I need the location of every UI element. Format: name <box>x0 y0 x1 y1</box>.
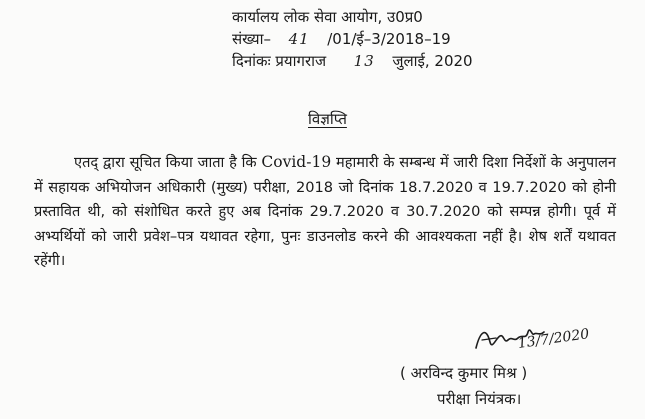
office-name: कार्यालय लोक सेवा आयोग, उ0प्र0 <box>232 8 423 26</box>
reference-number-rest: /01/ई–3/2018–19 <box>327 30 451 48</box>
issue-date-rest: जुलाई, 2020 <box>392 52 473 70</box>
notice-body-part2: महामारी के सम्बन्ध में जारी दिशा निर्देशों के अनुपालन में सहायक अभियोजन अधिकारी (मुख्य) परीक्षा, 2018 जो दिनांक 18.7.2020 व 19.7.2020 को होनी प्रस्तावित थी, को संशोधित करते हुए अब दिनांक 29.7.2020 व 30.7.2020 को सम्पन्न होगी। पूर्व में अभ्यर्थियों को जारी प्रवेश–पत्र यथावत रहेगा, पुनः डाउनलोड करने की आवश्यकता नहीं है। शेष शर्तें यथावत रहेंगी। <box>34 154 616 269</box>
signature-date: 13/7/2020 <box>516 326 591 352</box>
reference-number-label: संख्या– <box>232 30 272 48</box>
notice-body-part1: एतद् द्वारा सूचित किया जाता है कि <box>74 154 257 171</box>
issue-date <box>232 50 473 72</box>
notice-paragraph <box>34 150 616 274</box>
covid-term: Covid-19 <box>261 153 332 171</box>
reference-number <box>232 28 473 50</box>
issue-date-handwritten-day: 13 <box>353 52 375 70</box>
notice-title: विज्ञप्ति <box>308 110 347 128</box>
reference-number-handwritten: 41 <box>288 30 310 48</box>
signatory-designation: परीक्षा नियंत्रक। <box>437 390 522 408</box>
signatory-name: ( अरविन्द कुमार मिश्र ) <box>400 364 528 382</box>
notice-body <box>34 150 616 274</box>
issue-date-label: दिनांकः प्रयागराज <box>232 52 327 70</box>
office-header <box>232 6 473 72</box>
